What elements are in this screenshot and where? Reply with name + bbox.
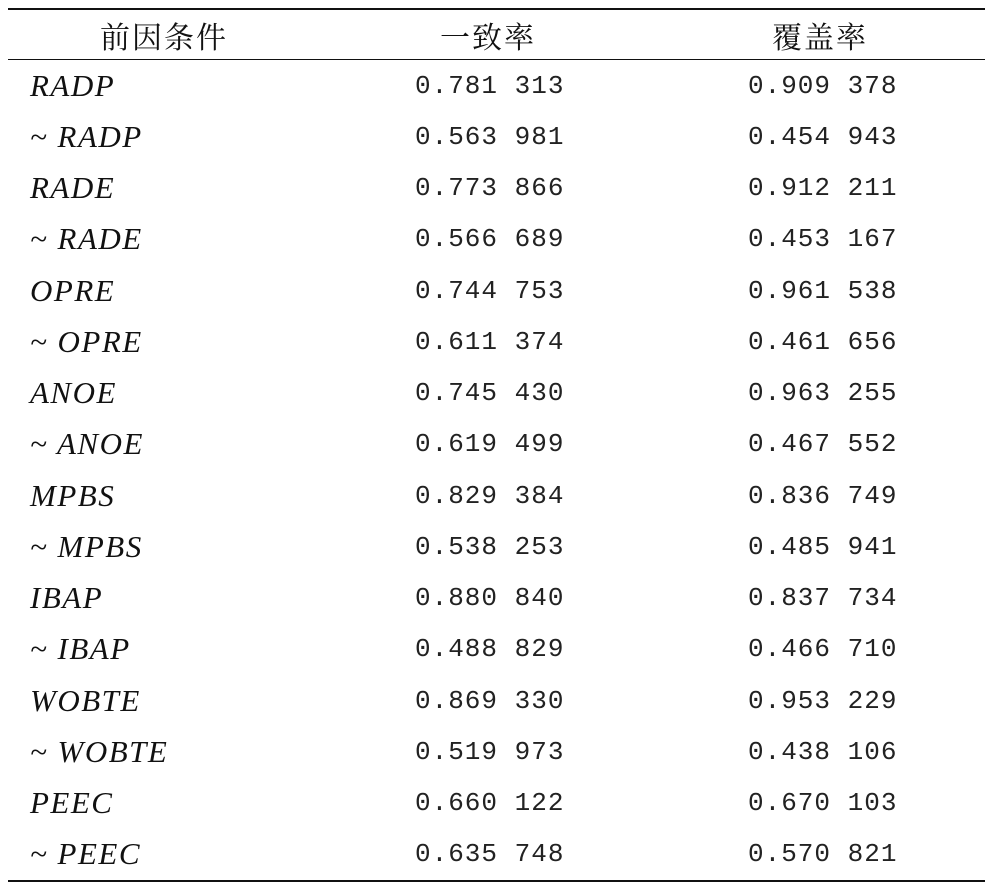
coverage-cell: 0.438 106 — [748, 736, 898, 767]
consistency-cell: 0.488 829 — [415, 634, 565, 665]
condition-cell: WOBTE — [30, 682, 141, 718]
condition-cell: ANOE — [30, 375, 117, 410]
table-row — [0, 265, 992, 316]
table-row — [0, 624, 992, 675]
consistency-cell: 0.744 753 — [415, 275, 565, 306]
coverage-cell: 0.670 103 — [748, 788, 898, 818]
table-header — [0, 10, 992, 59]
condition-cell: IBAP — [30, 580, 104, 615]
consistency-cell: 0.773 866 — [415, 173, 565, 203]
consistency-cell: 0.635 748 — [415, 839, 565, 870]
table-row — [0, 778, 992, 829]
condition-cell: ~ RADE — [30, 221, 143, 257]
consistency-cell: 0.563 981 — [415, 121, 565, 152]
consistency-cell: 0.619 499 — [415, 429, 565, 460]
consistency-cell: 0.745 430 — [415, 378, 565, 408]
condition-cell: ~ ANOE — [30, 426, 144, 462]
table-row — [0, 419, 992, 470]
condition-cell: ~ OPRE — [30, 323, 143, 359]
table-row — [0, 573, 992, 624]
condition-cell: PEEC — [30, 785, 114, 820]
consistency-cell: 0.519 973 — [415, 736, 565, 767]
consistency-cell: 0.660 122 — [415, 788, 565, 818]
coverage-cell: 0.961 538 — [748, 275, 898, 306]
table-row — [0, 316, 992, 367]
condition-cell: ~ MPBS — [30, 528, 143, 564]
consistency-cell: 0.611 374 — [415, 326, 565, 357]
coverage-cell: 0.454 943 — [748, 121, 898, 152]
table-row — [0, 470, 992, 521]
table-bottom-rule — [8, 880, 985, 882]
table-row — [0, 163, 992, 214]
header-coverage: 覆盖率 — [772, 20, 868, 56]
table-row — [0, 214, 992, 265]
coverage-cell: 0.912 211 — [748, 173, 898, 203]
condition-cell: MPBS — [30, 477, 116, 513]
header-condition: 前因条件 — [100, 20, 228, 56]
coverage-cell: 0.453 167 — [748, 224, 898, 255]
coverage-cell: 0.570 821 — [748, 839, 898, 870]
condition-cell: RADP — [30, 67, 116, 103]
consistency-cell: 0.880 840 — [415, 583, 565, 613]
consistency-cell: 0.538 253 — [415, 531, 565, 562]
table-row — [0, 521, 992, 572]
coverage-cell: 0.467 552 — [748, 429, 898, 460]
table-row — [0, 60, 992, 111]
coverage-cell: 0.466 710 — [748, 634, 898, 665]
condition-cell: ~ IBAP — [30, 631, 131, 667]
coverage-cell: 0.963 255 — [748, 378, 898, 408]
coverage-cell: 0.485 941 — [748, 531, 898, 562]
consistency-cell: 0.566 689 — [415, 224, 565, 255]
coverage-cell: 0.909 378 — [748, 70, 898, 101]
table-row — [0, 829, 992, 880]
condition-cell: ~ WOBTE — [30, 733, 169, 769]
condition-cell: ~ RADP — [30, 118, 143, 154]
table-row — [0, 726, 992, 777]
header-consistency: 一致率 — [440, 20, 536, 56]
condition-cell: RADE — [30, 170, 116, 205]
consistency-cell: 0.781 313 — [415, 70, 565, 101]
coverage-cell: 0.837 734 — [748, 583, 898, 613]
coverage-cell: 0.953 229 — [748, 685, 898, 716]
condition-cell: OPRE — [30, 272, 116, 308]
consistency-cell: 0.829 384 — [415, 480, 565, 511]
coverage-cell: 0.461 656 — [748, 326, 898, 357]
consistency-cell: 0.869 330 — [415, 685, 565, 716]
table-row — [0, 675, 992, 726]
condition-cell: ~ PEEC — [30, 836, 142, 872]
table-row — [0, 111, 992, 162]
coverage-cell: 0.836 749 — [748, 480, 898, 511]
table-row — [0, 368, 992, 419]
